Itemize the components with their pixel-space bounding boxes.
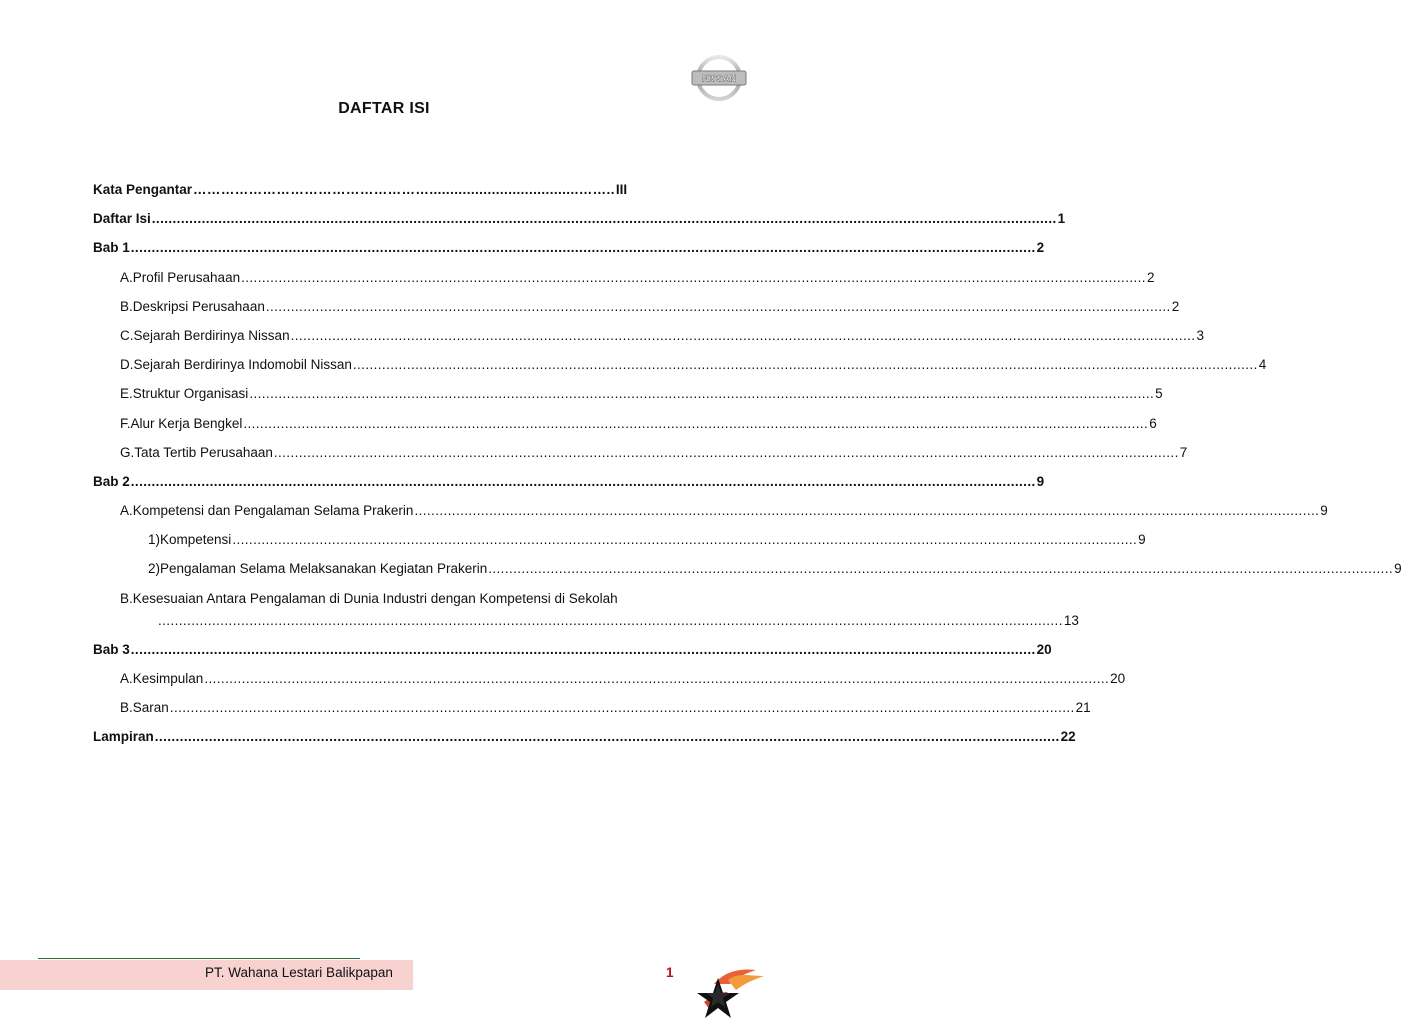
footer-divider bbox=[38, 958, 360, 959]
toc-entry[interactable] bbox=[93, 472, 1045, 501]
toc-entry-number: A. bbox=[120, 671, 133, 686]
toc-entry-leader: .......................................................................................................................................................................................................................... bbox=[488, 561, 1394, 577]
toc-entry[interactable] bbox=[93, 238, 1045, 267]
toc-entry[interactable] bbox=[93, 640, 1052, 669]
toc-entry-label: Kesesuaian Antara Pengalaman di Dunia Industri dengan Kompetensi di Sekolah bbox=[132, 590, 618, 606]
toc-entry-page: 3 bbox=[1196, 327, 1204, 343]
toc-entry-label: Alur Kerja Bengkel bbox=[130, 415, 243, 431]
toc-entry-number: F. bbox=[120, 415, 131, 431]
toc-entry-label: Tata Tertib Perusahaan bbox=[134, 444, 273, 460]
toc-entry-number: A. bbox=[120, 503, 133, 519]
toc-entry-label: Bab 1 bbox=[93, 240, 130, 256]
toc-entry-page: 20 bbox=[1110, 671, 1126, 686]
toc-entry-label: Daftar Isi bbox=[93, 211, 151, 227]
toc-entry-page: 9 bbox=[1138, 532, 1146, 548]
toc-entry-continuation[interactable] bbox=[93, 611, 1079, 640]
toc-entry-page: 22 bbox=[1060, 729, 1076, 745]
toc-entry-number: B. bbox=[120, 700, 133, 716]
toc-entry[interactable] bbox=[93, 443, 1188, 472]
toc-entry-leader: .......................................................................................................................................................................................................................... bbox=[265, 298, 1171, 314]
toc-entry-label: Kata Pengantar bbox=[93, 182, 193, 197]
toc-entry-leader: .......................................................................................................................................................................................................................... bbox=[414, 503, 1320, 519]
toc-entry-leader: .......................................................................................................................................................................................................................... bbox=[151, 211, 1057, 227]
toc-entry-page: 2 bbox=[1036, 240, 1045, 256]
toc-entry-label: Deskripsi Perusahaan bbox=[132, 298, 265, 314]
toc-entry-page: 9 bbox=[1394, 561, 1402, 577]
toc-entry-label: Kompetensi dan Pengalaman Selama Prakerin bbox=[132, 503, 414, 519]
star-flame-logo-icon bbox=[684, 962, 768, 1024]
toc-entry-label: Profil Perusahaan bbox=[132, 269, 241, 285]
toc-entry[interactable] bbox=[93, 180, 628, 209]
toc-entry-leader: .......................................................................................................................................................................................................................... bbox=[130, 240, 1036, 256]
toc-entry-label: Saran bbox=[132, 700, 169, 716]
toc-entry-page: 4 bbox=[1258, 357, 1267, 373]
toc-entry-page: 20 bbox=[1036, 641, 1052, 657]
toc-entry-label: Pengalaman Selama Melaksanakan Kegiatan Prakerin bbox=[160, 561, 488, 577]
logo-text: NISSAN bbox=[701, 73, 737, 84]
toc-entry-page: 21 bbox=[1075, 700, 1091, 716]
toc-entry-number: 1) bbox=[148, 532, 161, 548]
toc-entry[interactable] bbox=[93, 698, 1091, 727]
toc-entry[interactable] bbox=[93, 669, 1126, 698]
toc-entry-number: 2) bbox=[148, 561, 161, 577]
toc-entry-label: Bab 2 bbox=[93, 473, 130, 489]
toc-entry-leader: ……………………………………………....................................…….. bbox=[193, 182, 615, 197]
toc-entry-number: A. bbox=[120, 269, 133, 285]
toc-entry-leader: .......................................................................................................................................................................................................................... bbox=[154, 729, 1060, 745]
toc-entry-number: C. bbox=[120, 327, 134, 343]
table-of-contents bbox=[93, 180, 1402, 757]
toc-entry[interactable] bbox=[93, 384, 1163, 413]
toc-entry-label: Bab 3 bbox=[93, 641, 130, 657]
toc-entry[interactable] bbox=[93, 268, 1155, 297]
toc-entry-label: Kesimpulan bbox=[132, 671, 204, 686]
toc-entry-number: G. bbox=[120, 444, 135, 460]
toc-entry-leader: .......................................................................................................................................................................................................................... bbox=[130, 473, 1036, 489]
toc-entry-page: 1 bbox=[1057, 211, 1066, 227]
toc-entry-leader: .......................................................................................................................................................................................................................... bbox=[352, 357, 1258, 373]
toc-entry-page: 13 bbox=[1063, 612, 1079, 628]
toc-entry-leader: .......................................................................................................................................................................................................................... bbox=[130, 641, 1036, 657]
toc-entry-leader: .......................................................................................................................................................................................................................... bbox=[241, 269, 1146, 285]
toc-entry-label: Struktur Organisasi bbox=[132, 386, 249, 402]
toc-entry-label: Lampiran bbox=[93, 729, 154, 745]
toc-entry-page: III bbox=[615, 182, 628, 197]
toc-entry-page: 9 bbox=[1320, 503, 1328, 519]
toc-entry-leader: .......................................................................................................................................................................................................................... bbox=[249, 386, 1155, 402]
toc-entry-number: E. bbox=[120, 386, 133, 402]
toc-entry[interactable] bbox=[93, 355, 1267, 384]
nissan-logo-icon bbox=[690, 54, 748, 102]
toc-entry-label: Kompetensi bbox=[160, 532, 232, 548]
toc-entry-number: B. bbox=[120, 298, 133, 314]
toc-entry-number: D. bbox=[120, 357, 134, 373]
toc-entry-label: Sejarah Berdirinya Nissan bbox=[133, 327, 290, 343]
toc-entry-label: Sejarah Berdirinya Indomobil Nissan bbox=[133, 357, 352, 373]
footer-company: PT. Wahana Lestari Balikpapan bbox=[205, 965, 393, 980]
toc-entry[interactable] bbox=[93, 530, 1146, 559]
page-number: 1 bbox=[666, 965, 674, 980]
toc-entry[interactable] bbox=[93, 326, 1204, 355]
toc-entry-leader: .......................................................................................................................................................................................................................... bbox=[158, 612, 1063, 628]
toc-entry-page: 6 bbox=[1149, 415, 1157, 431]
toc-entry-leader: .......................................................................................................................................................................................................................... bbox=[290, 327, 1196, 343]
toc-entry[interactable] bbox=[93, 414, 1157, 443]
toc-entry[interactable] bbox=[93, 209, 1066, 238]
toc-entry[interactable] bbox=[93, 589, 618, 611]
toc-entry-page: 2 bbox=[1146, 269, 1155, 285]
toc-entry[interactable] bbox=[93, 297, 1180, 326]
toc-entry-leader: .......................................................................................................................................................................................................................... bbox=[204, 671, 1110, 686]
toc-entry-leader: .......................................................................................................................................................................................................................... bbox=[273, 444, 1179, 460]
toc-entry-number: B. bbox=[120, 590, 133, 606]
toc-entry-page: 7 bbox=[1179, 444, 1188, 460]
toc-entry-page: 9 bbox=[1036, 473, 1045, 489]
toc-entry[interactable] bbox=[93, 501, 1328, 530]
toc-entry-leader: .......................................................................................................................................................................................................................... bbox=[243, 415, 1149, 431]
toc-entry[interactable] bbox=[93, 559, 1402, 588]
toc-entry-leader: .......................................................................................................................................................................................................................... bbox=[232, 532, 1138, 548]
toc-entry-page: 2 bbox=[1171, 298, 1180, 314]
toc-entry[interactable] bbox=[93, 727, 1076, 756]
toc-entry-leader: .......................................................................................................................................................................................................................... bbox=[169, 700, 1075, 716]
toc-entry-page: 5 bbox=[1155, 386, 1163, 402]
page-title: DAFTAR ISI bbox=[338, 100, 430, 117]
